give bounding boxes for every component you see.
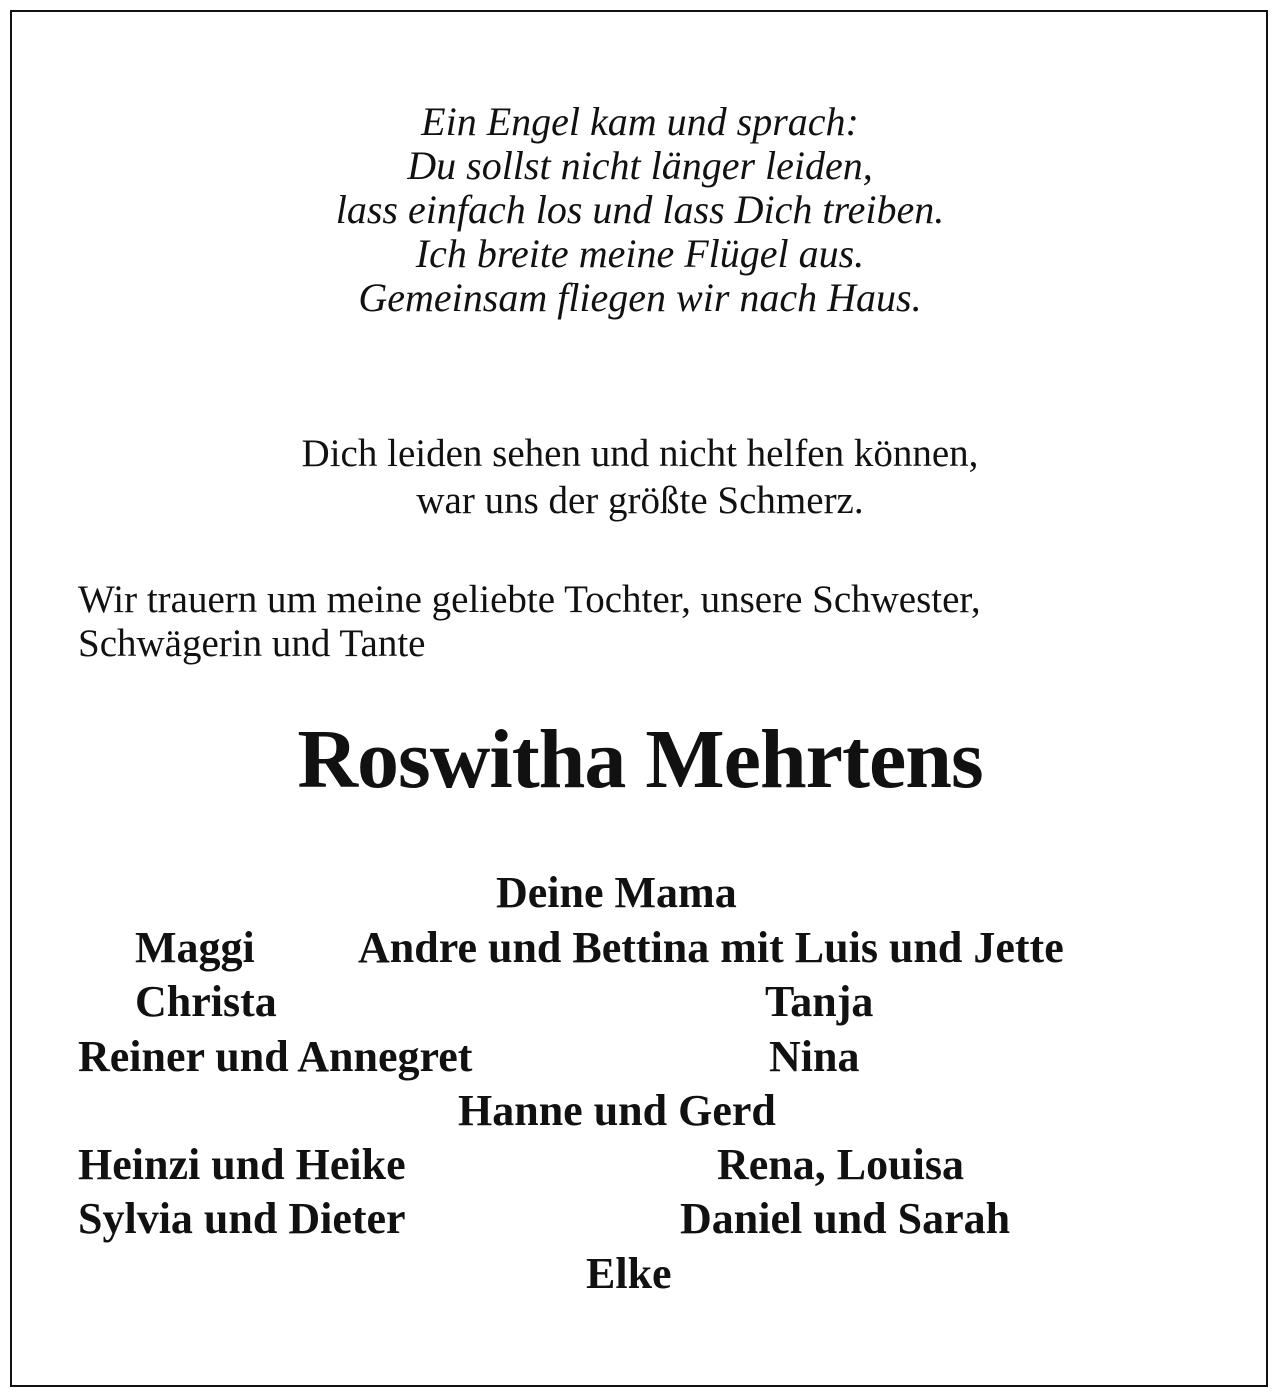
quote-line: Dich leiden sehen und nicht helfen können, (301, 432, 979, 475)
mourner-christa: Christa (135, 977, 277, 1026)
quote-line: war uns der größte Schmerz. (416, 479, 864, 522)
intro-line: Wir trauern um meine geliebte Tochter, unsere Schwester, (78, 578, 981, 621)
mourner-sylvia-dieter: Sylvia und Dieter (78, 1194, 406, 1243)
mourner-rena-louisa: Rena, Louisa (717, 1140, 964, 1189)
mourner-reiner-annegret: Reiner und Annegret (78, 1032, 473, 1081)
mourner-elke: Elke (586, 1249, 672, 1298)
mourner-tanja: Tanja (765, 977, 874, 1026)
mourner-hanne-gerd: Hanne und Gerd (458, 1086, 776, 1135)
quote (0, 430, 1280, 524)
mourner-daniel-sarah: Daniel und Sarah (680, 1194, 1011, 1243)
mourner-heinzi-heike: Heinzi und Heike (78, 1140, 406, 1189)
mourning-intro (78, 578, 1208, 666)
deceased-name: Roswitha Mehrtens (297, 713, 983, 806)
mourner-andre-bettina: Andre und Bettina mit Luis und Jette (358, 923, 1064, 972)
mourner-maggi: Maggi (135, 923, 255, 972)
poem-line: lass einfach los und lass Dich treiben. (335, 187, 945, 232)
intro-line: Schwägerin und Tante (78, 622, 426, 665)
poem-line: Ich breite meine Flügel aus. (415, 231, 865, 276)
mourner-nina: Nina (769, 1032, 860, 1081)
poem (0, 100, 1280, 320)
mourner-mama: Deine Mama (496, 868, 737, 917)
poem-line: Du sollst nicht länger leiden, (407, 143, 873, 188)
poem-line: Ein Engel kam und sprach: (421, 99, 859, 144)
poem-line: Gemeinsam fliegen wir nach Haus. (358, 275, 922, 320)
